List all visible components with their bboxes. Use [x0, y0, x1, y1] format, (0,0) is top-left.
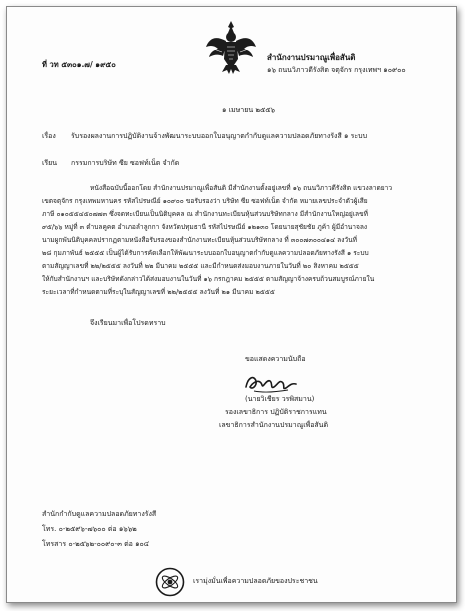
agency-address: ๑๖ ถนนวิภาวดีรังสิต จตุจักร กรุงเทพฯ ๑๐๙๐๐	[267, 66, 406, 74]
body-line: ๙๕/๖๖ หมู่ที่ ๓ ตำบลคูคต อำเภอลำลูกกา จังหวัดปทุมธานี รหัสไปรษณีย์ ๑๒๑๓๐ โดยนายสุชัยชัย ภูค้า ผู้มีอำนาจลง	[42, 223, 368, 231]
footer-tel: โทร. ๐-๒๕๙๖-๗๖๐๐ ต่อ ๑๖๖๒	[42, 525, 137, 533]
signer-title: เลขาธิการสำนักงานปรมาณูเพื่อสันติ	[219, 421, 329, 429]
body-line: หนังสือฉบับนี้ออกโดย สำนักงานปรมาณูเพื่อสันติ มีสำนักงานตั้งอยู่เลขที่ ๑๖ ถนนวิภาวดีรังสิต แขวงลาดยาว	[90, 184, 393, 192]
letter-date: ๑ เมษายน ๒๕๕๖	[222, 106, 275, 114]
body-line: นามผูกพันนิติบุคคลปรากฏตามหนังสือรับรองของสำนักงานทะเบียนหุ้นส่วนบริษัทกลาง ที่ ๓๐๐๗๓๐๐๔๑๔ ลงวันที่	[42, 236, 357, 244]
salutation: ขอแสดงความนับถือ	[245, 355, 306, 363]
footer-slogan: เรามุ่งมั่นเพื่อความปลอดภัยของประชาชน	[193, 577, 318, 585]
footer-fax: โทรสาร ๐-๒๕๖๒-๐๐๙๐-๓ ต่อ ๑๐๔	[42, 540, 150, 548]
footer-office: สำนักกำกับดูแลความปลอดภัยทางรังสี	[42, 510, 157, 518]
body-line: ให้กับสำนักงานฯ และบริษัทดังกล่าวได้ส่งมอบงานในวันที่ ๑๖ กรกฎาคม ๒๕๕๕ ตามสัญญาจ้างครบถ้วนสมบูรณ์ภายใน	[42, 275, 375, 283]
body-line: ระยะเวลาที่กำหนดตามที่ระบุในสัญญาเลขที่ ๒๒/๒๕๕๕ ลงวันที่ ๒๑ มีนาคม ๒๕๕๕	[42, 288, 275, 296]
body-line: ภาษี ๐๑๐๕๕๔๕๐๗๗๓ ซึ่งจดทะเบียนเป็นนิติบุคคล ณ สำนักงานทะเบียนหุ้นส่วนบริษัทกลาง มีสำนักงานใหญ่อยู่เลขที่	[42, 210, 368, 218]
subject-label: เรื่อง	[42, 132, 56, 140]
addressee-text: กรรมการบริษัท ซีย ซอฟท์เน็ต จำกัด	[71, 159, 180, 167]
subject-text: รับรองผลงานการปฏิบัติงานจ้างพัฒนาระบบออกใบอนุญาตกำกับดูแลความปลอดภัยทางรังสี ๑ ระบบ	[71, 132, 368, 140]
body-line: เขตจตุจักร กรุงเทพมหานคร รหัสไปรษณีย์ ๑๐๙๐๐ ขอรับรองว่า บริษัท ซีย ซอฟท์เน็ต จำกัด หมายเลขประจำตัวผู้เสีย	[42, 197, 368, 205]
garuda-emblem-icon	[205, 19, 257, 75]
oap-logo-icon	[155, 567, 185, 597]
addressee-label: เรียน	[42, 159, 58, 167]
signer-title: รองเลขาธิการ ปฏิบัติราชการแทน	[225, 408, 327, 416]
letter-page	[6, 6, 457, 603]
reference-number: ที่ วท ๕๓๐๑.๗/ ๑๙๕๐	[42, 60, 116, 69]
handwritten-signature	[242, 371, 300, 395]
body-line: ๒๘ กุมภาพันธ์ ๒๕๕๕ เป็นผู้ได้รับการคัดเลือกให้พัฒนาระบบออกใบอนุญาตกำกับดูแลความปลอดภัยทางรังสี ๑ ระบบ	[42, 249, 369, 257]
agency-name: สำนักงานปรมาณูเพื่อสันติ	[267, 53, 356, 62]
body-line: ตามสัญญาเลขที่ ๒๒/๒๕๕๕ ลงวันที่ ๒๒ มีนาคม ๒๕๕๕ และมีกำหนดส่งมอบงานภายในวันที่ ๒๐ สิงหาคม ๒๕๕๕	[42, 262, 359, 270]
closing-paragraph: จึงเรียนมาเพื่อโปรดทราบ	[90, 319, 166, 327]
signer-name: (นายวิเชียร วรพิสมาน)	[245, 395, 315, 403]
